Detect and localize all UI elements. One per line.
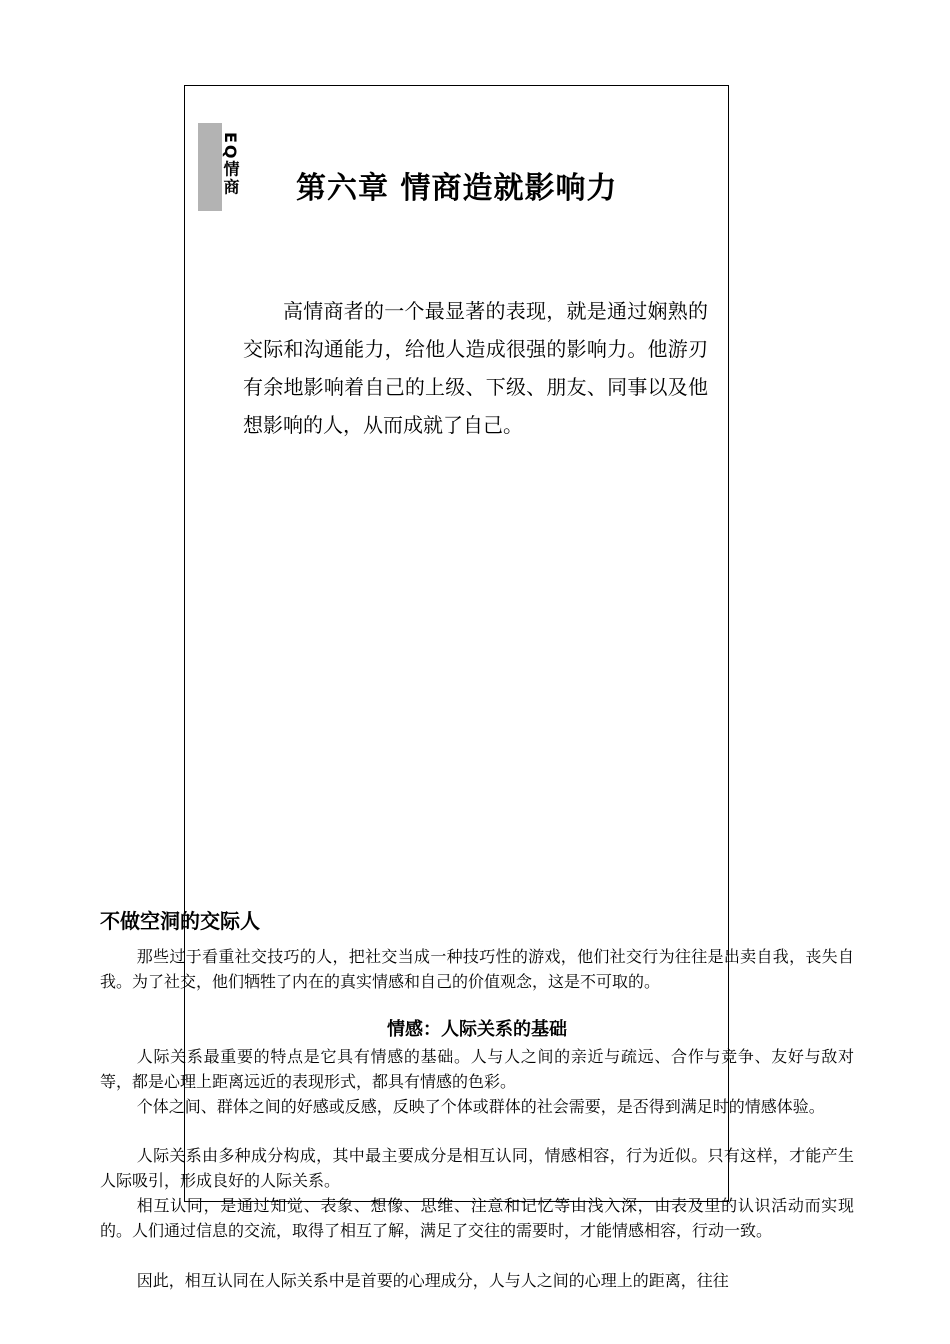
- section-paragraph: 那些过于看重社交技巧的人，把社交当成一种技巧性的游戏，他们社交行为往往是出卖自我，丧失自我。为了社交，他们牺牲了内在的真实情感和自己的价值观念，这是不可取的。: [100, 947, 854, 991]
- paragraph-2: 个体之间、群体之间的好感或反感，反映了个体或群体的社会需要，是否得到满足时的情感体验。: [136, 1097, 825, 1116]
- paragraph-1: 人际关系最重要的特点是它具有情感的基础。人与人之间的亲近与疏远、合作与竞争、友好与敌对等，都是心理上距离远近的表现形式，都具有情感的色彩。: [100, 1047, 854, 1091]
- chapter-intro: 高情商者的一个最显著的表现，就是通过娴熟的交际和沟通能力，给他人造成很强的影响力。他游刃有余地影响着自己的上级、下级、朋友、同事以及他想影响的人，从而成就了自己。: [243, 299, 708, 437]
- side-tab-label: EQ情商: [221, 132, 240, 197]
- paragraph-4: 相互认同，是通过知觉、表象、想像、思维、注意和记忆等由浅入深，由表及里的认识活动而实现的。人们通过信息的交流，取得了相互了解，满足了交往的需要时，才能情感相容，行动一致。: [100, 1196, 854, 1240]
- paragraph-5: 因此，相互认同在人际关系中是首要的心理成分，人与人之间的心理上的距离，往往: [136, 1271, 729, 1290]
- chapter-title: 第六章 情商造就影响力: [296, 171, 618, 206]
- paragraph-3: 人际关系由多种成分构成，其中最主要成分是相互认同，情感相容，行为近似。只有这样，才能产生人际吸引，形成良好的人际关系。: [100, 1146, 854, 1190]
- section-heading: 不做空洞的交际人: [100, 909, 260, 933]
- subsection-heading: 情感：人际关系的基础: [387, 1019, 567, 1040]
